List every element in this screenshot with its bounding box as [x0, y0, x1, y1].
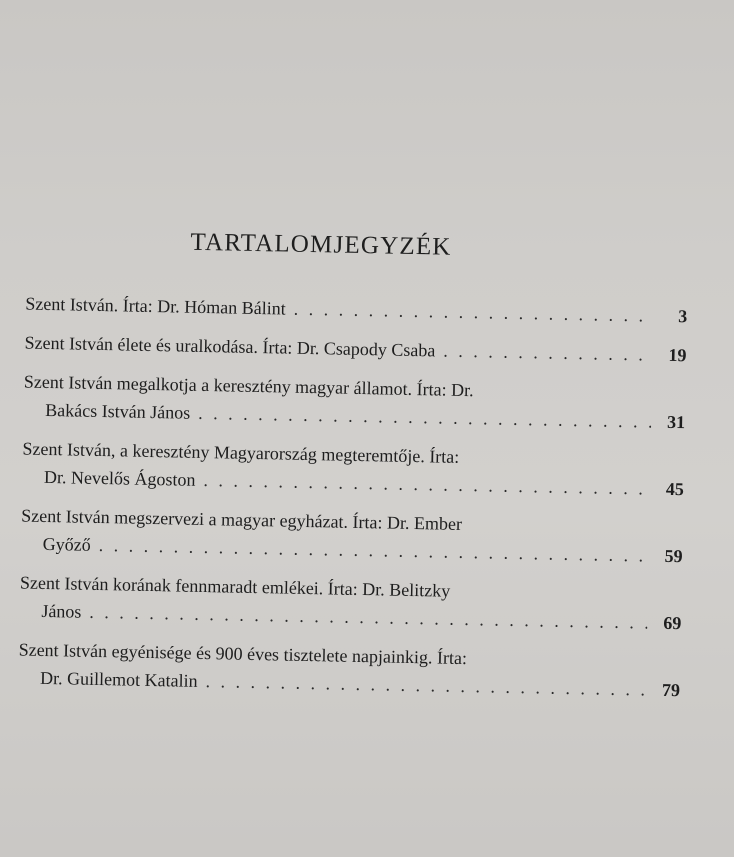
toc-entry-author: Győző: [42, 533, 91, 555]
toc-entry: [20, 502, 683, 571]
toc-page-number: 69: [663, 612, 682, 634]
toc-page-number: 79: [661, 679, 681, 701]
toc-entry-line: [25, 290, 687, 331]
toc-entry-line: [24, 329, 686, 370]
toc-entry: [19, 568, 682, 637]
toc-entry-author: Dr. Nevelős Ágoston: [43, 466, 196, 490]
page-title: TARTALOMJEGYZÉK: [190, 228, 452, 261]
toc-entry-text: Szent István megalkotja a keresztény magyar államot. Írta: Dr.: [23, 371, 474, 401]
toc-entry-text: Szent István. Írta: Dr. Hóman Bálint: [25, 293, 286, 319]
toc-entry: [24, 329, 686, 370]
toc-entry-author: Bakács István János: [45, 399, 191, 423]
toc-entry-text: Szent István megszervezi a magyar egyházat. Írta: Dr. Ember: [21, 505, 463, 534]
toc-entry-text: Szent István egyénisége és 900 éves tisztelete napjainkig. Írta:: [18, 639, 468, 669]
leader-dots: [293, 295, 653, 330]
toc-entry: [25, 290, 687, 331]
toc-page-number: 3: [678, 306, 688, 327]
leader-dots: [443, 337, 653, 369]
toc-entry: [22, 435, 685, 504]
toc-page-number: 19: [668, 344, 687, 366]
toc-page-number: 45: [665, 478, 685, 500]
toc-entry-text: Szent István korának fennmaradt emlékei. Írta: Dr. Belitzky: [19, 572, 451, 601]
toc-entry-text: Szent István, a keresztény Magyarország megteremtője. Írta:: [22, 438, 460, 467]
table-of-contents: [18, 290, 688, 716]
toc-entry: [23, 368, 686, 437]
toc-page-number: 59: [664, 545, 683, 567]
toc-entry-author: Dr. Guillemot Katalin: [39, 667, 198, 691]
toc-entry-author: János: [41, 600, 82, 622]
toc-entry: [18, 635, 681, 704]
toc-page-number: 31: [666, 411, 686, 433]
toc-entry-text: Szent István élete és uralkodása. Írta: Dr. Csapody Csaba: [24, 332, 436, 361]
